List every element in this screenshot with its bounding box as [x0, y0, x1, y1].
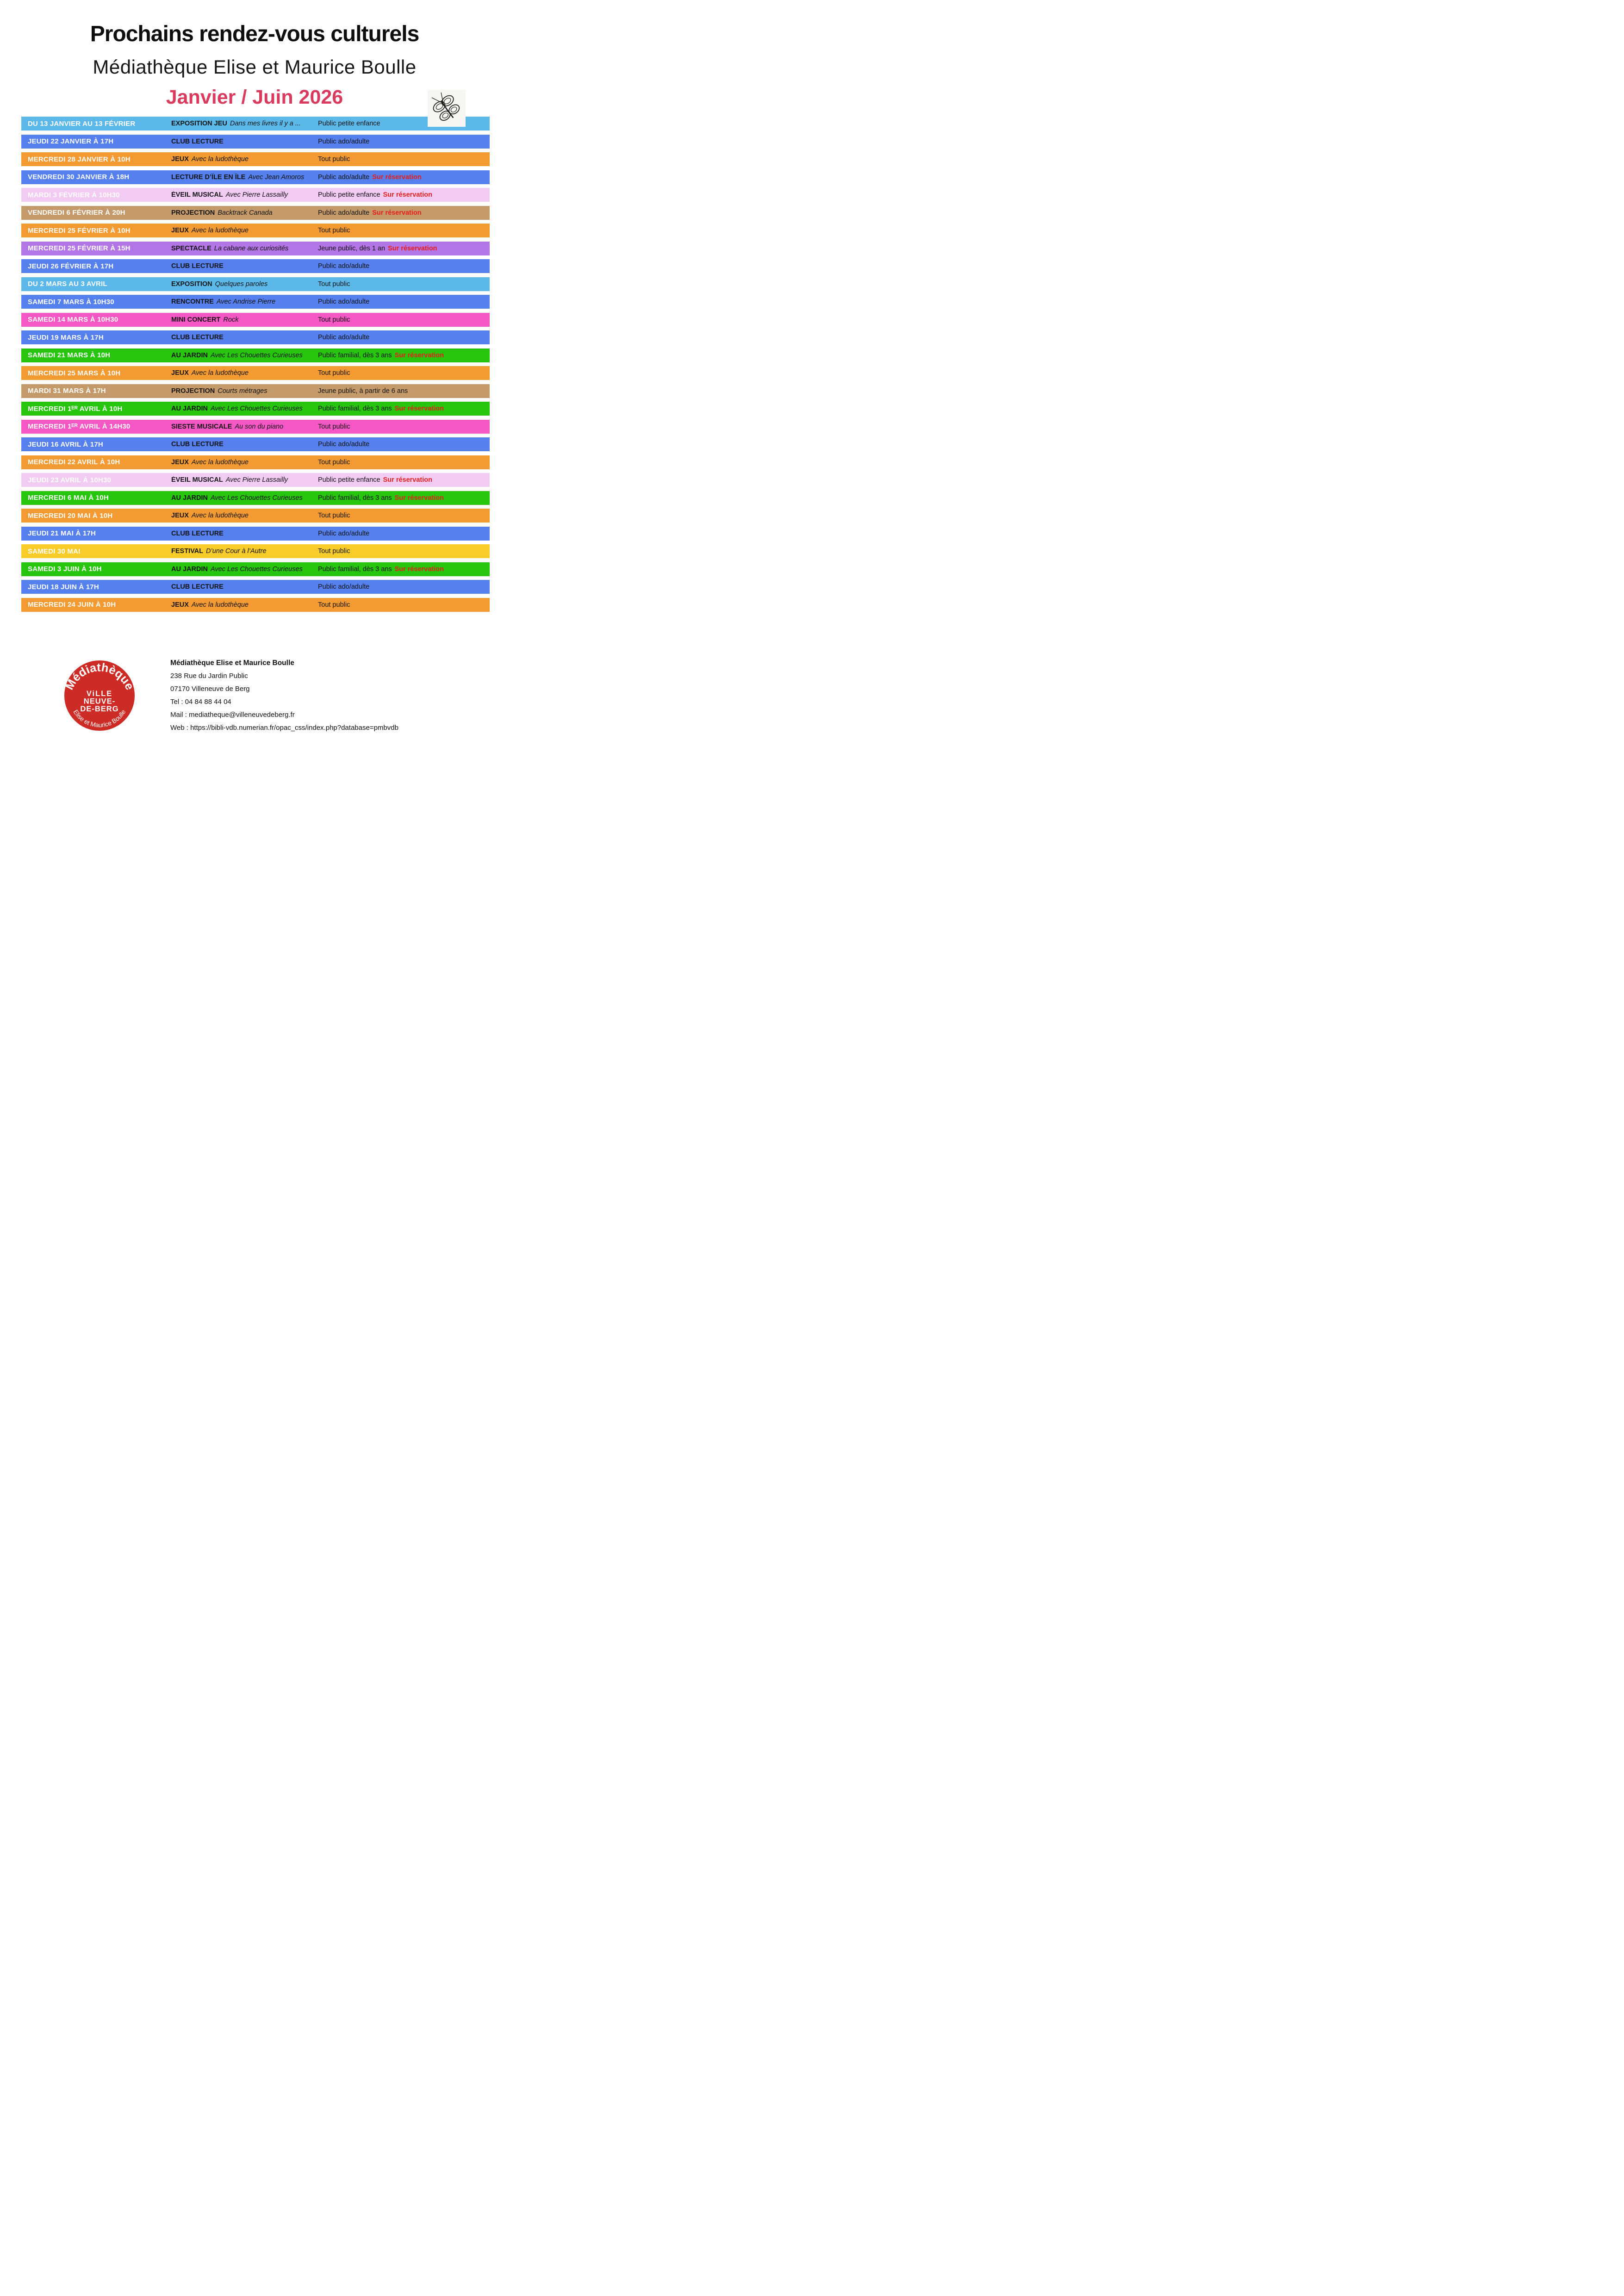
event-category: EXPOSITION: [171, 280, 212, 288]
public-cell: [318, 601, 490, 609]
event-row: [21, 277, 490, 291]
event-subtitle: Avec Jean Amoros: [248, 173, 305, 181]
event-cell: [171, 459, 318, 466]
event-date: VENDREDI 6 FÉVRIER À 20H: [28, 209, 125, 217]
event-date: MERCREDI 25 FÉVRIER À 10H: [28, 226, 131, 235]
event-public: Tout public: [318, 227, 350, 234]
event-row: [21, 117, 490, 131]
logo-center-line1: ViLLE: [86, 689, 113, 698]
public-cell: [318, 174, 490, 181]
event-cell: [171, 601, 318, 609]
event-category: JEUX: [171, 156, 189, 163]
event-row: [21, 224, 490, 237]
event-row: [21, 295, 490, 309]
event-cell: [171, 316, 318, 324]
event-date: SAMEDI 30 MAI: [28, 547, 81, 555]
event-public: Public ado/adulte: [318, 441, 370, 448]
public-cell: [318, 530, 490, 537]
event-row: [21, 420, 490, 434]
event-category: PROJECTION: [171, 387, 215, 395]
event-category: AU JARDIN: [171, 565, 208, 573]
event-row: [21, 562, 490, 576]
event-category: CLUB LECTURE: [171, 137, 224, 145]
public-cell: [318, 405, 490, 412]
event-date: MERCREDI 24 JUIN À 10H: [28, 601, 116, 609]
event-category: AU JARDIN: [171, 494, 208, 502]
event-date: VENDREDI 30 JANVIER À 18H: [28, 173, 130, 181]
event-public: Tout public: [318, 601, 350, 609]
event-subtitle: Avec Les Chouettes Curieuses: [210, 405, 303, 412]
event-subtitle: Avec Andrise Pierre: [216, 298, 276, 305]
event-subtitle: Avec la ludothèque: [191, 369, 249, 377]
event-public: Public ado/adulte: [318, 298, 370, 305]
event-category: ÉVEIL MUSICAL: [171, 476, 223, 484]
public-cell: [318, 138, 490, 145]
event-public: Public petite enfance: [318, 476, 380, 484]
event-cell: [171, 298, 318, 305]
public-cell: [318, 227, 490, 234]
event-category: ÉVEIL MUSICAL: [171, 191, 223, 199]
event-category: EXPOSITION JEU: [171, 120, 227, 127]
event-row: [21, 206, 490, 220]
event-date: SAMEDI 7 MARS À 10H30: [28, 298, 114, 306]
event-subtitle: Avec la ludothèque: [191, 227, 249, 234]
event-subtitle: Avec la ludothèque: [191, 512, 249, 519]
contact-block: [170, 657, 398, 734]
event-cell: [171, 583, 318, 591]
event-date: MARDI 31 MARS À 17H: [28, 387, 106, 395]
event-cell: [171, 494, 318, 502]
event-category: CLUB LECTURE: [171, 334, 224, 341]
public-cell: [318, 387, 490, 395]
event-date: DU 2 MARS AU 3 AVRIL: [28, 280, 107, 288]
event-date: MARDI 3 FÉVRIER À 10H30: [28, 191, 120, 199]
contact-mail: Mail : mediatheque@villeneuvedeberg.fr: [170, 711, 295, 719]
event-date: JEUDI 21 MAI À 17H: [28, 529, 96, 537]
event-date: MERCREDI 25 MARS À 10H: [28, 369, 121, 377]
event-public: Tout public: [318, 156, 350, 163]
event-cell: [171, 476, 318, 484]
event-row: [21, 366, 490, 380]
event-category: CLUB LECTURE: [171, 262, 224, 270]
event-date: JEUDI 19 MARS À 17H: [28, 333, 104, 342]
event-cell: [171, 441, 318, 448]
public-cell: [318, 512, 490, 519]
event-row: [21, 242, 490, 255]
event-date: MERCREDI 25 FÉVRIER À 15H: [28, 244, 131, 252]
event-public: Public ado/adulte: [318, 529, 370, 537]
event-row: [21, 330, 490, 344]
event-cell: [171, 209, 318, 217]
event-subtitle: Avec Les Chouettes Curieuses: [210, 494, 303, 502]
event-subtitle: Backtrack Canada: [218, 209, 273, 217]
event-row: [21, 509, 490, 523]
event-date: JEUDI 23 AVRIL À 10H30: [28, 476, 112, 484]
reservation-label: Sur réservation: [394, 565, 444, 573]
period-title: Janvier / Juin 2026: [166, 86, 343, 108]
event-cell: [171, 566, 318, 573]
event-public: Jeune public, dès 1 an: [318, 244, 386, 252]
event-cell: [171, 530, 318, 537]
logo-center-line2: NEUVE-: [83, 697, 116, 706]
poster-footer: [0, 656, 509, 735]
event-subtitle: Avec Les Chouettes Curieuses: [210, 565, 303, 573]
public-cell: [318, 548, 490, 555]
public-cell: [318, 583, 490, 591]
event-date: SAMEDI 14 MARS À 10H30: [28, 316, 118, 324]
event-subtitle: Dans mes livres il y a ...: [230, 120, 301, 127]
event-public: Tout public: [318, 369, 350, 377]
contact-web: Web : https://bibli-vdb.numerian.fr/opac_css/index.php?database=pmbvdb: [170, 724, 398, 732]
reservation-label: Sur réservation: [394, 494, 444, 502]
event-row: [21, 384, 490, 398]
event-row: [21, 170, 490, 184]
public-cell: [318, 566, 490, 573]
event-row: [21, 491, 490, 505]
public-cell: [318, 280, 490, 288]
event-public: Public ado/adulte: [318, 583, 370, 591]
event-public: Public ado/adulte: [318, 209, 370, 217]
event-row: [21, 135, 490, 149]
event-cell: [171, 423, 318, 430]
event-row: [21, 580, 490, 594]
public-cell: [318, 245, 490, 252]
logo-center-line3: DE-BERG: [80, 704, 119, 714]
event-date: MERCREDI 28 JANVIER À 10H: [28, 155, 131, 163]
contact-address-line2: 07170 Villeneuve de Berg: [170, 685, 250, 693]
event-cell: [171, 334, 318, 341]
public-cell: [318, 423, 490, 430]
butterfly-icon: [428, 90, 466, 127]
event-date: SAMEDI 3 JUIN À 10H: [28, 565, 102, 573]
event-category: RENCONTRE: [171, 298, 214, 305]
event-cell: [171, 387, 318, 395]
event-row: [21, 259, 490, 273]
event-cell: [171, 512, 318, 519]
event-public: Public petite enfance: [318, 120, 380, 127]
event-public: Public familial, dès 3 ans: [318, 494, 392, 502]
poster-header: [0, 23, 509, 107]
page-title: Prochains rendez-vous culturels: [90, 22, 419, 46]
event-row: [21, 455, 490, 469]
public-cell: [318, 476, 490, 484]
event-subtitle: D’une Cour à l’Autre: [206, 548, 267, 555]
event-category: CLUB LECTURE: [171, 441, 224, 448]
reservation-label: Sur réservation: [394, 405, 444, 412]
event-subtitle: Avec la ludothèque: [191, 156, 249, 163]
event-public: Tout public: [318, 423, 350, 430]
event-cell: [171, 405, 318, 412]
event-subtitle: Quelques paroles: [215, 280, 268, 288]
event-public: Public familial, dès 3 ans: [318, 351, 392, 359]
events-table: [21, 117, 490, 612]
event-date: JEUDI 26 FÉVRIER À 17H: [28, 262, 114, 270]
event-public: Public ado/adulte: [318, 262, 370, 270]
event-category: JEUX: [171, 458, 189, 466]
event-category: AU JARDIN: [171, 351, 208, 359]
event-subtitle: Avec Les Chouettes Curieuses: [210, 351, 303, 359]
event-public: Tout public: [318, 458, 350, 466]
event-cell: [171, 352, 318, 359]
event-subtitle: Au son du piano: [235, 423, 284, 430]
event-public: Jeune public, à partir de 6 ans: [318, 387, 408, 395]
public-cell: [318, 191, 490, 199]
contact-address-line1: 238 Rue du Jardin Public: [170, 672, 248, 680]
event-cell: [171, 156, 318, 163]
event-category: SPECTACLE: [171, 244, 212, 252]
event-date: JEUDI 16 AVRIL À 17H: [28, 440, 103, 448]
page-subtitle: Médiathèque Elise et Maurice Boulle: [93, 56, 417, 78]
event-date: MERCREDI 20 MAI À 10H: [28, 511, 113, 520]
event-category: SIESTE MUSICALE: [171, 423, 232, 430]
event-category: JEUX: [171, 601, 189, 609]
event-subtitle: Courts métrages: [218, 387, 268, 395]
reservation-label: Sur réservation: [388, 244, 437, 252]
event-subtitle: Avec Pierre Lassailly: [225, 191, 288, 199]
event-cell: [171, 120, 318, 127]
logo-arc-bottom-text: Elise et Maurice Boulle: [72, 708, 127, 729]
event-row: [21, 544, 490, 558]
public-cell: [318, 209, 490, 217]
event-cell: [171, 191, 318, 199]
contact-name: Médiathèque Elise et Maurice Boulle: [170, 659, 294, 667]
event-public: Tout public: [318, 512, 350, 519]
reservation-label: Sur réservation: [372, 173, 422, 181]
event-public: Public ado/adulte: [318, 334, 370, 341]
event-row: [21, 527, 490, 541]
event-row: [21, 402, 490, 416]
contact-phone: Tel : 04 84 88 44 04: [170, 698, 231, 706]
event-date: MERCREDI 1ᴱᴿ AVRIL À 10H: [28, 404, 123, 413]
event-category: PROJECTION: [171, 209, 215, 217]
public-cell: [318, 352, 490, 359]
reservation-label: Sur réservation: [372, 209, 422, 217]
event-public: Public familial, dès 3 ans: [318, 565, 392, 573]
reservation-label: Sur réservation: [383, 191, 433, 199]
event-public: Public familial, dès 3 ans: [318, 405, 392, 412]
event-row: [21, 473, 490, 487]
event-category: JEUX: [171, 512, 189, 519]
event-row: [21, 437, 490, 451]
event-category: MINI CONCERT: [171, 316, 221, 324]
event-row: [21, 152, 490, 166]
event-row: [21, 348, 490, 362]
event-public: Public ado/adulte: [318, 137, 370, 145]
event-row: [21, 188, 490, 202]
event-category: JEUX: [171, 227, 189, 234]
event-category: JEUX: [171, 369, 189, 377]
public-cell: [318, 369, 490, 377]
event-cell: [171, 280, 318, 288]
event-date: MERCREDI 22 AVRIL À 10H: [28, 458, 120, 466]
event-date: JEUDI 22 JANVIER À 17H: [28, 137, 114, 145]
event-subtitle: Avec Pierre Lassailly: [225, 476, 288, 484]
event-subtitle: La cabane aux curiosités: [214, 244, 289, 252]
reservation-label: Sur réservation: [394, 351, 444, 359]
event-date: DU 13 JANVIER AU 13 FÉVRIER: [28, 119, 136, 128]
event-date: SAMEDI 21 MARS À 10H: [28, 351, 111, 359]
reservation-label: Sur réservation: [383, 476, 433, 484]
public-cell: [318, 298, 490, 305]
public-cell: [318, 156, 490, 163]
event-cell: [171, 548, 318, 555]
event-subtitle: Rock: [223, 316, 239, 324]
public-cell: [318, 334, 490, 341]
event-category: CLUB LECTURE: [171, 529, 224, 537]
public-cell: [318, 316, 490, 324]
event-subtitle: Avec la ludothèque: [191, 601, 249, 609]
event-cell: [171, 245, 318, 252]
logo-arc-top-text: Médiathèque: [63, 661, 136, 692]
public-cell: [318, 262, 490, 270]
event-category: CLUB LECTURE: [171, 583, 224, 591]
event-category: LECTURE D’ÎLE EN ÎLE: [171, 173, 246, 181]
event-public: Tout public: [318, 548, 350, 555]
public-cell: [318, 459, 490, 466]
event-row: [21, 598, 490, 612]
event-public: Public petite enfance: [318, 191, 380, 199]
event-cell: [171, 369, 318, 377]
event-date: JEUDI 18 JUIN À 17H: [28, 583, 99, 591]
event-public: Tout public: [318, 316, 350, 324]
event-public: Public ado/adulte: [318, 173, 370, 181]
public-cell: [318, 441, 490, 448]
event-date: MERCREDI 1ᴱᴿ AVRIL À 14H30: [28, 423, 131, 430]
event-public: Tout public: [318, 280, 350, 288]
event-cell: [171, 174, 318, 181]
event-cell: [171, 227, 318, 234]
event-cell: [171, 262, 318, 270]
event-category: FESTIVAL: [171, 548, 204, 555]
event-date: MERCREDI 6 MAI À 10H: [28, 494, 109, 502]
event-category: AU JARDIN: [171, 405, 208, 412]
event-subtitle: Avec la ludothèque: [191, 458, 249, 466]
public-cell: [318, 494, 490, 502]
mediatheque-logo: [63, 660, 136, 732]
event-row: [21, 313, 490, 327]
event-cell: [171, 138, 318, 145]
